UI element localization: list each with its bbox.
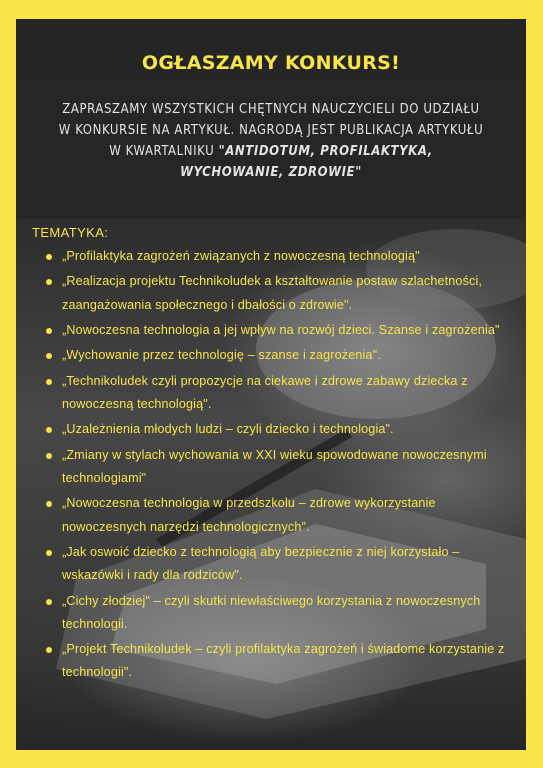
topic-text: „Nowoczesna technologia w przedszkolu – zdrowe wykorzystanie nowoczesnych narzędzi technologicznych".	[62, 496, 436, 534]
topic-item	[40, 590, 510, 636]
journal-title: "ANTIDOTUM, PROFILAKTYKA, WYCHOWANIE, ZDROWIE"	[180, 144, 433, 180]
topic-item	[40, 541, 510, 587]
topic-text: „Technikoludek czyli propozycje na ciekawe i zdrowe zabawy dziecka z nowoczesną technologią".	[62, 373, 468, 411]
topic-text: „Profilaktyka zagrożeń związanych z nowoczesną technologią"	[62, 249, 420, 263]
bullet-icon	[46, 279, 52, 285]
topic-text: „Realizacja projektu Technikoludek a kształtowanie postaw szlachetności, zaangażowania społecznego i dbałości o zdrowie".	[62, 274, 483, 312]
topic-item	[40, 638, 510, 684]
topic-item	[40, 344, 510, 367]
bullet-icon	[46, 328, 52, 334]
topic-item	[40, 444, 510, 490]
topics-list	[40, 245, 510, 687]
bullet-icon	[46, 427, 52, 433]
topic-text: „Wychowanie przez technologię – szanse i zagrożenia".	[62, 348, 381, 363]
contest-poster	[16, 19, 526, 750]
bullet-icon	[46, 379, 52, 385]
topic-item	[40, 418, 510, 441]
topic-text: „Uzależnienia młodych ludzi – czyli dziecko i technologia".	[62, 422, 394, 437]
bullet-icon	[46, 254, 52, 260]
topics-heading: TEMATYKA:	[32, 225, 109, 240]
topic-item	[40, 245, 510, 268]
topic-text: „Nowoczesna technologia a jej wpływ na rozwój dzieci. Szanse i zagrożenia"	[62, 322, 500, 337]
bullet-icon	[46, 501, 52, 507]
bullet-icon	[46, 453, 52, 459]
bullet-icon	[46, 599, 52, 605]
intro-paragraph	[56, 99, 486, 183]
intro-text: ZAPRASZAMY WSZYSTKICH CHĘTNYCH NAUCZYCIELI DO UDZIAŁU W KONKURSIE NA ARTYKUŁ. NAGRODĄ JEST PUBLIKACJA ARTYKUŁU W KWARTALNIKU	[58, 102, 484, 159]
topic-text: „Projekt Technikoludek – czyli profilaktyka zagrożeń i świadome korzystanie z technologii".	[62, 642, 505, 680]
bullet-icon	[46, 647, 52, 653]
topic-item	[40, 270, 510, 316]
bullet-icon	[46, 550, 52, 556]
bullet-icon	[46, 353, 52, 359]
topic-text: „Jak oswoić dziecko z technologią aby bezpiecznie z niej korzystało – wskazówki i rady dla rodziców".	[62, 544, 460, 583]
topic-item	[40, 319, 510, 342]
topic-item	[40, 370, 510, 416]
topic-item	[40, 492, 510, 538]
topic-text: „Zmiany w stylach wychowania w XXI wieku spowodowane nowoczesnymi technologiami"	[62, 447, 487, 485]
topic-text: „Cichy złodziej" – czyli skutki niewłaściwego korzystania z nowoczesnych technologii.	[62, 593, 481, 631]
poster-title: OGŁASZAMY KONKURS!	[141, 52, 401, 74]
